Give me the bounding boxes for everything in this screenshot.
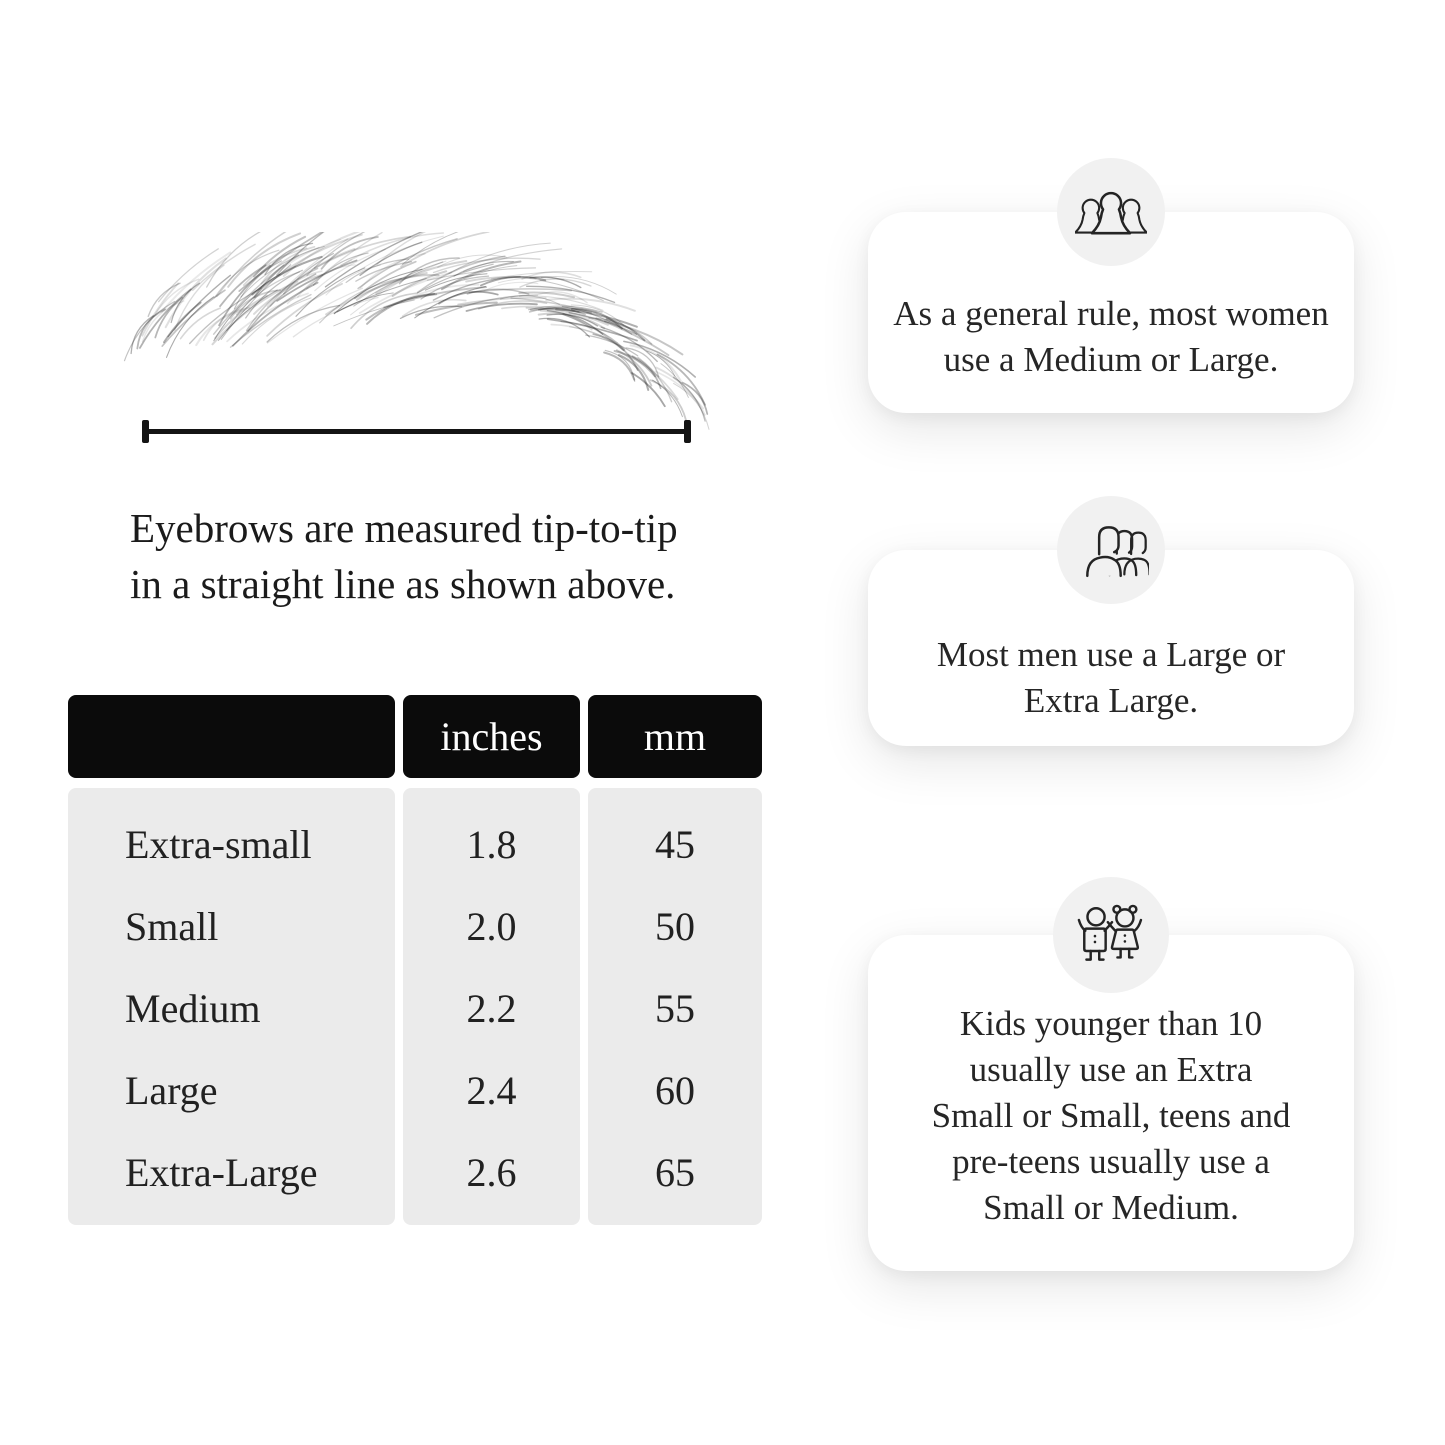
- note-text-line: Small or Small, teens and: [931, 1096, 1291, 1135]
- mm-value: 55: [655, 985, 695, 1031]
- measurement-tick-right: [684, 420, 691, 443]
- size-table-body: [68, 788, 762, 1225]
- note-text-line: pre-teens usually use a: [952, 1142, 1270, 1181]
- caption-line: Eyebrows are measured tip-to-tip: [130, 505, 678, 551]
- icon-circle: [1057, 158, 1165, 266]
- mm-value: 45: [655, 822, 695, 868]
- measurement-line: [145, 429, 688, 434]
- inches-value: 1.8: [466, 822, 517, 868]
- eyebrow-illustration: [110, 232, 710, 432]
- inches-value: 2.0: [466, 904, 517, 950]
- header-cell-mm: mm: [588, 695, 762, 778]
- icon-circle: [1053, 877, 1169, 993]
- note-text-line: use a Medium or Large.: [943, 339, 1279, 379]
- header-cell-size: [68, 695, 395, 778]
- size-table-inches-column: [403, 788, 580, 1225]
- note-card-men: [868, 550, 1354, 746]
- measurement-caption: [130, 500, 678, 612]
- mm-value: 50: [655, 904, 695, 950]
- note-text-line: As a general rule, most women: [893, 293, 1329, 333]
- size-label: Medium: [125, 985, 261, 1031]
- size-table-label-column: [68, 788, 395, 1225]
- men-group-icon: [1073, 522, 1149, 578]
- note-text-line: Most men use a Large or: [936, 635, 1286, 674]
- size-table-header: [68, 695, 762, 778]
- note-text-line: Kids younger than 10: [959, 1004, 1263, 1043]
- inches-value: 2.4: [466, 1067, 517, 1113]
- icon-circle: [1057, 496, 1165, 604]
- inches-value: 2.2: [466, 985, 517, 1031]
- note-card-kids: [868, 935, 1354, 1271]
- caption-line: in a straight line as shown above.: [130, 561, 676, 607]
- measurement-tick-left: [142, 420, 149, 443]
- size-label: Extra-Large: [125, 1149, 318, 1195]
- size-label: Small: [125, 904, 219, 950]
- note-text-line: usually use an Extra: [969, 1050, 1253, 1089]
- note-text-line: Extra Large.: [1023, 681, 1199, 720]
- size-label: Extra-small: [125, 822, 312, 868]
- size-table-mm-column: [588, 788, 762, 1225]
- header-cell-inches: inches: [403, 695, 580, 778]
- women-group-icon: [1075, 186, 1147, 238]
- mm-value: 60: [655, 1067, 695, 1113]
- size-label: Large: [125, 1067, 218, 1113]
- mm-value: 65: [655, 1149, 695, 1195]
- note-card-women: [868, 212, 1354, 413]
- inches-value: 2.6: [466, 1149, 517, 1195]
- kids-icon: [1071, 904, 1151, 966]
- note-text-line: Small or Medium.: [983, 1188, 1239, 1227]
